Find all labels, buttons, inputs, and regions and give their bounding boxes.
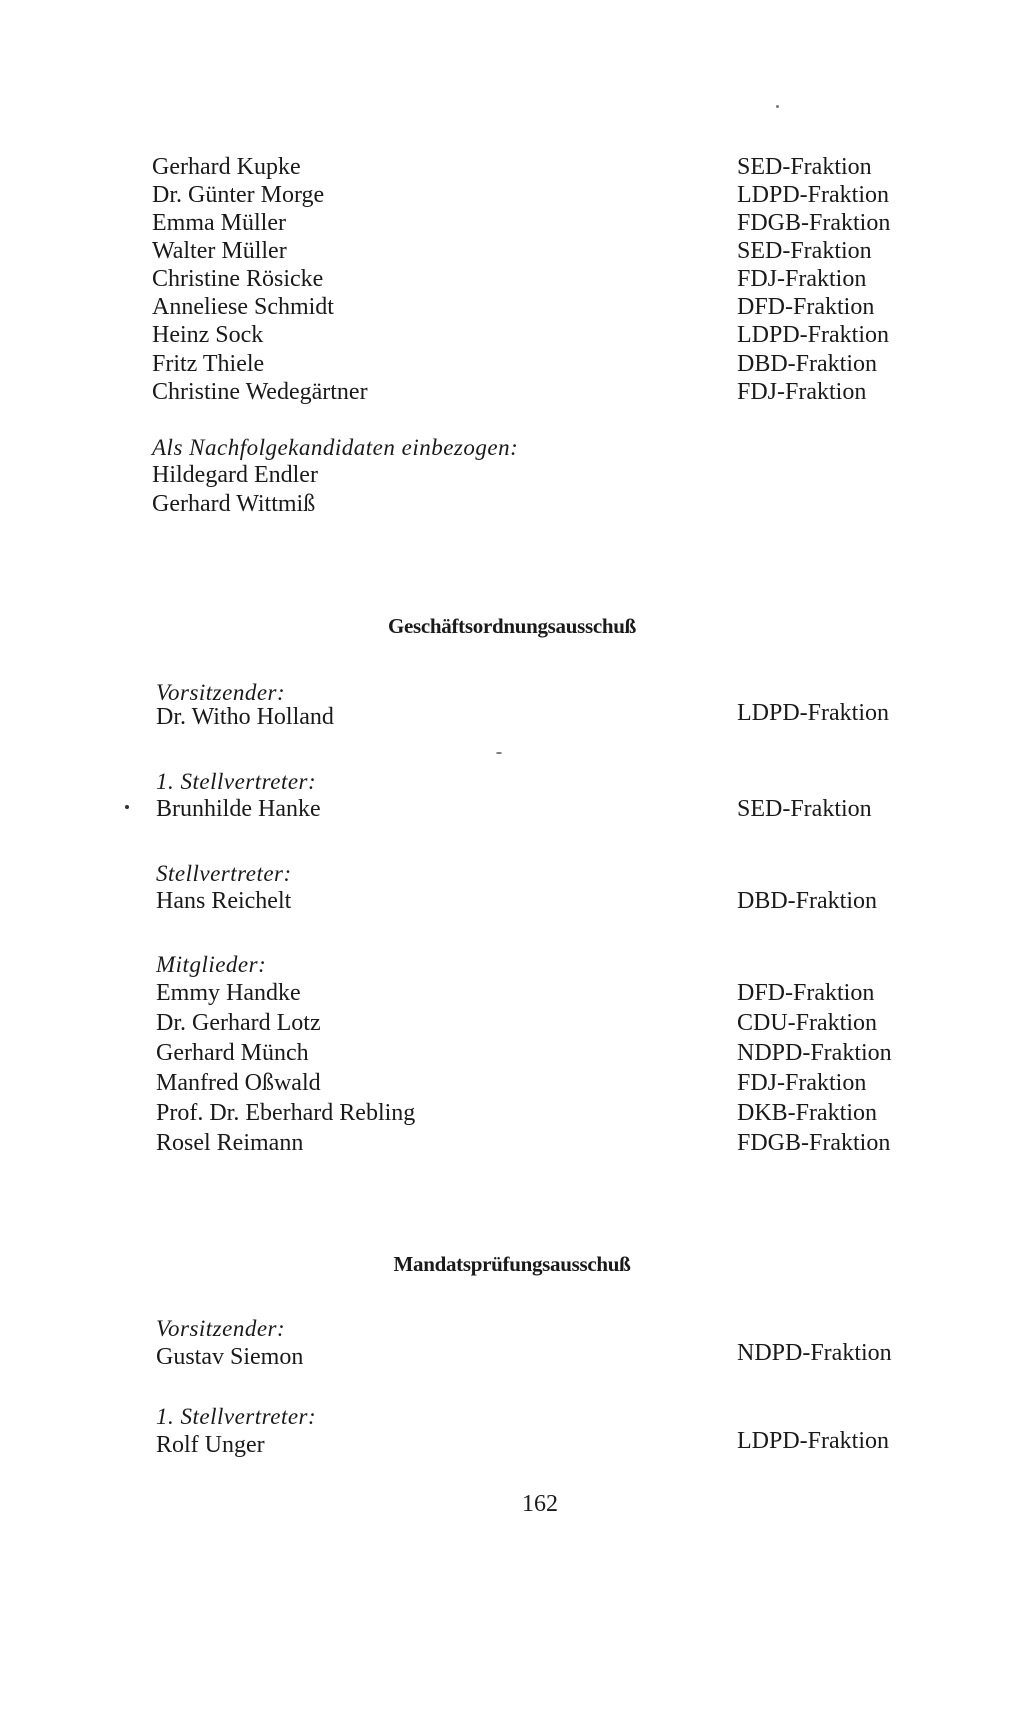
member-name: Dr. Gerhard Lotz <box>156 1010 321 1036</box>
member-row <box>0 180 1024 211</box>
member-party: DFD-Fraktion <box>737 980 875 1006</box>
first-deputy-party: LDPD-Fraktion <box>737 1428 889 1454</box>
member-party: FDGB-Fraktion <box>737 210 891 236</box>
member-row <box>0 152 1024 183</box>
chair-row <box>0 1342 1024 1373</box>
member-row <box>0 264 1024 295</box>
member-name: Manfred Oßwald <box>156 1070 321 1096</box>
member-name: Gerhard Kupke <box>152 154 301 180</box>
member-row <box>0 1008 1024 1039</box>
chair-label: Vorsitzender: <box>156 1316 286 1341</box>
member-row <box>0 1098 1024 1129</box>
member-row <box>0 1038 1024 1069</box>
member-name: Prof. Dr. Eberhard Rebling <box>156 1100 416 1126</box>
first-deputy-row <box>0 1430 1024 1461</box>
member-row <box>0 349 1024 380</box>
member-name: Gerhard Münch <box>156 1040 309 1066</box>
chair-party: LDPD-Fraktion <box>737 700 889 726</box>
member-party: DBD-Fraktion <box>737 351 877 377</box>
member-name: Fritz Thiele <box>152 351 265 377</box>
page-number: 162 <box>522 1491 558 1517</box>
member-party: FDGB-Fraktion <box>737 1130 891 1156</box>
member-name: Heinz Sock <box>152 322 264 348</box>
chair-name: Gustav Siemon <box>156 1344 304 1370</box>
member-party: SED-Fraktion <box>737 238 872 264</box>
first-deputy-party: SED-Fraktion <box>737 796 872 822</box>
member-row <box>0 236 1024 267</box>
first-deputy-label: 1. Stellvertreter: <box>156 769 317 794</box>
member-row <box>0 978 1024 1009</box>
deputy-name: Hans Reichelt <box>156 888 292 914</box>
successor-row <box>0 460 1024 491</box>
member-row <box>0 208 1024 239</box>
chair-name: Dr. Witho Holland <box>156 704 334 730</box>
chair-label: Vorsitzender: <box>156 680 286 705</box>
committee-heading: Mandatsprüfungsausschuß <box>393 1252 631 1276</box>
scan-speck <box>496 752 502 754</box>
first-deputy-name: Brunhilde Hanke <box>156 796 321 822</box>
member-party: FDJ-Fraktion <box>737 1070 867 1096</box>
deputy-label: Stellvertreter: <box>156 861 292 886</box>
member-party: CDU-Fraktion <box>737 1010 877 1036</box>
successor-row <box>0 489 1024 520</box>
successor-name: Hildegard Endler <box>152 462 318 488</box>
first-deputy-row <box>0 794 1024 825</box>
scan-speck <box>125 805 129 809</box>
member-row <box>0 377 1024 408</box>
scan-speck <box>776 105 779 108</box>
first-deputy-name: Rolf Unger <box>156 1432 265 1458</box>
member-row <box>0 320 1024 351</box>
member-row <box>0 1128 1024 1159</box>
deputy-party: DBD-Fraktion <box>737 888 877 914</box>
member-name: Rosel Reimann <box>156 1130 304 1156</box>
member-party: DKB-Fraktion <box>737 1100 877 1126</box>
member-party: DFD-Fraktion <box>737 294 875 320</box>
member-party: FDJ-Fraktion <box>737 266 867 292</box>
member-name: Christine Wedegärtner <box>152 379 368 405</box>
member-party: NDPD-Fraktion <box>737 1040 892 1066</box>
member-name: Christine Rösicke <box>152 266 324 292</box>
chair-party: NDPD-Fraktion <box>737 1340 892 1366</box>
successors-label: Als Nachfolgekandidaten einbezogen: <box>152 435 519 460</box>
deputy-row <box>0 886 1024 917</box>
member-name: Walter Müller <box>152 238 287 264</box>
member-party: LDPD-Fraktion <box>737 182 889 208</box>
member-name: Anneliese Schmidt <box>152 294 334 320</box>
committee-heading: Geschäftsordnungsausschuß <box>387 614 637 638</box>
member-party: SED-Fraktion <box>737 154 872 180</box>
first-deputy-label: 1. Stellvertreter: <box>156 1404 317 1429</box>
member-party: LDPD-Fraktion <box>737 322 889 348</box>
chair-row <box>0 702 1024 733</box>
member-row <box>0 292 1024 323</box>
successor-name: Gerhard Wittmiß <box>152 491 316 517</box>
member-row <box>0 1068 1024 1099</box>
members-label: Mitglieder: <box>156 952 267 977</box>
member-name: Emmy Handke <box>156 980 301 1006</box>
member-party: FDJ-Fraktion <box>737 379 867 405</box>
member-name: Dr. Günter Morge <box>152 182 325 208</box>
member-name: Emma Müller <box>152 210 286 236</box>
